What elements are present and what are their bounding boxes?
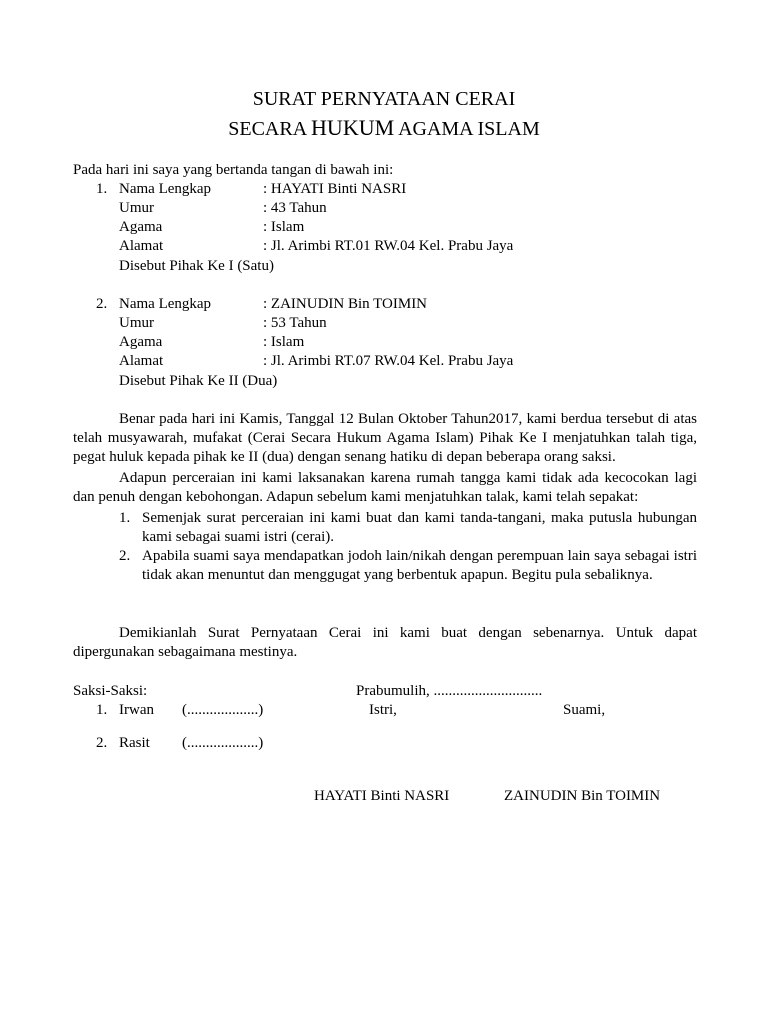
document-title: SURAT PERNYATAAN CERAI (252, 88, 516, 110)
party-1-name-value: : HAYATI Binti NASRI (263, 181, 407, 197)
subtitle-part: SECARA (228, 118, 312, 140)
party-2-age-value: : 53 Tahun (263, 315, 327, 331)
wife-label: Istri, (369, 702, 397, 718)
party-1-religion-value: : Islam (263, 219, 305, 235)
subtitle-part: AGAMA ISLAM (394, 118, 540, 140)
party-2-religion-label: Agama (119, 334, 163, 350)
party-1-address-label: Alamat (119, 238, 164, 254)
husband-label: Suami, (563, 702, 606, 718)
party-2-address-label: Alamat (119, 353, 164, 369)
party-2-name-value: : ZAINUDIN Bin TOIMIN (263, 296, 428, 312)
party-2-address-value: : Jl. Arimbi RT.07 RW.04 Kel. Prabu Jaya (263, 353, 514, 369)
party-1-address-value: : Jl. Arimbi RT.01 RW.04 Kel. Prabu Jaya (263, 238, 514, 254)
party-2-number: 2. (96, 296, 108, 312)
husband-name: ZAINUDIN Bin TOIMIN (504, 788, 661, 804)
party-1-number: 1. (96, 181, 108, 197)
witness-2-signature-line: (...................) (182, 735, 264, 751)
reason-paragraph: Adapun perceraian ini kami laksanakan karena rumah tangga kami tidak ada kecocokan lagi dan penuh dengan kebohongan. Adapun sebelum kami menjatuhkan talak, kami telah sepakat: (73, 470, 697, 505)
party-2-age-label: Umur (119, 315, 154, 331)
wife-name: HAYATI Binti NASRI (314, 788, 450, 804)
place-date: Prabumulih, ............................. (356, 683, 543, 699)
document-subtitle (0, 116, 768, 141)
witness-1-signature-line: (...................) (182, 702, 264, 718)
witness-1-name: Irwan (119, 702, 154, 718)
party-1-religion-label: Agama (119, 219, 163, 235)
witnesses-heading: Saksi-Saksi: (73, 683, 148, 699)
party-2-designation: Disebut Pihak Ke II (Dua) (119, 373, 278, 389)
closing-paragraph: Demikianlah Surat Pernyataan Cerai ini kami buat dengan sebenarnya. Untuk dapat dipergunakan sebagaimana mestinya. (73, 625, 697, 660)
intro-text: Pada hari ini saya yang bertanda tangan di bawah ini: (73, 162, 394, 178)
agreement-2-number: 2. (119, 548, 131, 564)
witness-2-number: 2. (96, 735, 108, 751)
witness-1-number: 1. (96, 702, 108, 718)
party-2-religion-value: : Islam (263, 334, 305, 350)
party-1-name-label: Nama Lengkap (119, 181, 212, 197)
witness-2-name: Rasit (119, 735, 150, 751)
agreement-1-text: Semenjak surat perceraian ini kami buat dan kami tanda-tangani, maka putusla hubungan kami sebagai suami istri (cerai). (142, 510, 697, 545)
party-1-age-value: : 43 Tahun (263, 200, 327, 216)
party-2-name-label: Nama Lengkap (119, 296, 212, 312)
party-1-designation: Disebut Pihak Ke I (Satu) (119, 258, 274, 274)
agreement-2-text: Apabila suami saya mendapatkan jodoh lain/nikah dengan perempuan lain saya sebagai istri tidak akan menuntut dan menggugat yang berbentuk apapun. Begitu pula sebaliknya. (142, 548, 697, 583)
subtitle-part-emphasis: HUKUM (311, 115, 395, 140)
statement-paragraph: Benar pada hari ini Kamis, Tanggal 12 Bulan Oktober Tahun2017, kami berdua tersebut di atas telah musyawarah, mufakat (Cerai Secara Hukum Agama Islam) Pihak Ke I menjatuhkan talah tiga, pegat huluk kepada pihak ke II (dua) dengan senang hatiku di depan beberapa orang saksi. (73, 411, 697, 465)
agreement-1-number: 1. (119, 510, 131, 526)
party-1-age-label: Umur (119, 200, 154, 216)
